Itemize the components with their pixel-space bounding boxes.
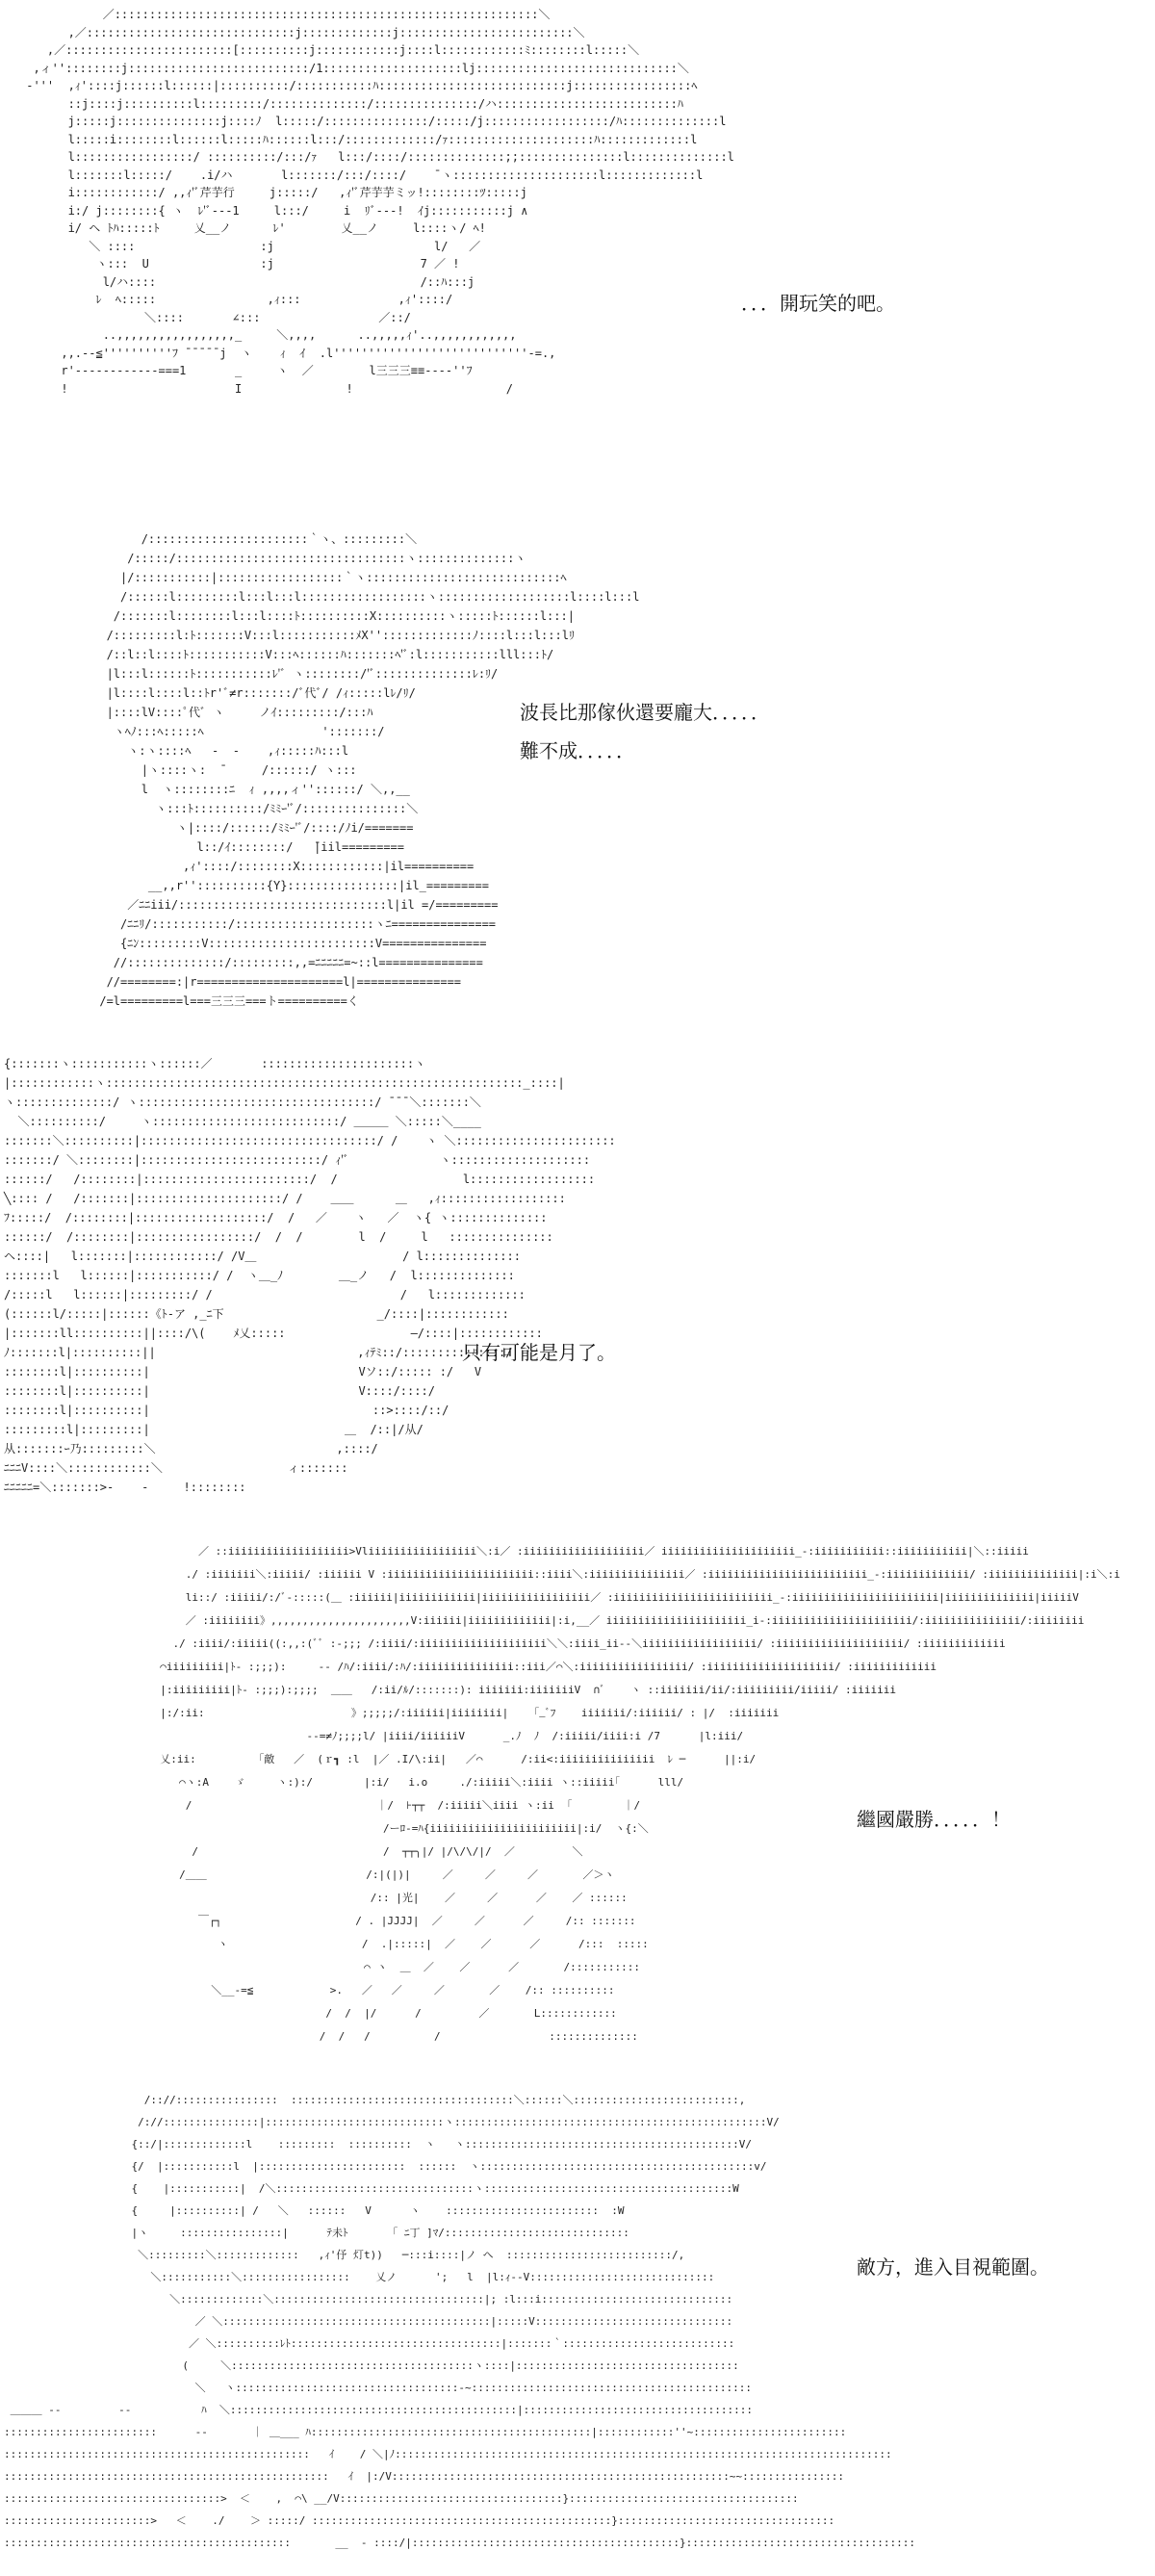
art-line: |ヽ ::::::::::::::::| ﾃ未ﾄ ｢ ﾆ丁 ]ﾏ/::::::::::::::::::::::::::::: [4, 2227, 629, 2239]
art-line: i/ ヘ ﾄﾊ:::::ﾄ 乂__ノ ﾚ' 乂__ノ l::::ヽ/ ﾍ! [19, 221, 486, 235]
art-line: / / ┬┬╮|/ |/\/\/|/ ／ ＼ [96, 1845, 583, 1858]
art-line: |l:::l::::::ﾄ:::::::::::ﾚ'ﾞ ヽ::::::::/'ﾞ::::::::::::::ﾚ:ﾘ/ [58, 667, 499, 681]
art-line: ヽ|::::/::::::/ﾐﾐｰ'ﾞ/::::/ﾉi/======= [58, 821, 414, 835]
art-line: ＿＿＿ ‐‐ ‐‐ ﾊ ＼:::::::::::::::::::::::::::::::::::::::::::::|:::::::::::::::::::::::::::::::::::: [4, 2404, 753, 2416]
art-line: ﾆﾆﾆV::::＼::::::::::::＼ ィ::::::: [4, 1461, 348, 1475]
art-line: ヽ::::::::::::::/ ヽ::::::::::::::::::::::::::::::::::/ ̄ ̄ ̄ ＼:::::::＼ [4, 1095, 481, 1109]
art-line: ヽ:ヽ::::ﾍ - ‐ ,ｨ:::::ﾊ:::l [58, 744, 349, 758]
art-line: /:::::l l::::::|:::::::::/ / / l::::::::::::: [4, 1288, 526, 1301]
art-line: ‐''' ,ｨ'::::j::::::l::::::|::::::::::/:::::::::::ﾊ:::::::::::::::::::::::::::j:::::::::::::::::ﾍ [19, 79, 698, 92]
art-line: ／ ＼::::::::::ﾚﾄ:::::::::::::::::::::::::::::::::|:::::::｀::::::::::::::::::::::::::: [4, 2337, 735, 2350]
art-line: / / |/ / ／ L:::::::::::: [96, 2007, 617, 2020]
art-line: {/ |:::::::::::l |::::::::::::::::::::::: :::::: ヽ:::::::::::::::::::::::::::::::::::::::::::v/ [4, 2160, 767, 2173]
art-line: l/ハ:::: /::ﾊ:::j [19, 274, 475, 289]
panel-2 [0, 525, 1155, 1030]
art-line: ﾆﾆﾆﾆﾆ=＼:::::::>‐ ‐ !:::::::: [4, 1481, 246, 1494]
art-line: { |::::::::::| / ＼ :::::: V ヽ :::::::::::::::::::::::: :W [4, 2204, 625, 2217]
art-line: ヘ::::| l:::::::|::::::::::::/ /V＿ / l:::::::::::::: [4, 1249, 521, 1263]
art-line: /:://:::::::::::::::: :::::::::::::::::::::::::::::::::::＼::::::＼::::::::::::::::::::::::::, [4, 2094, 746, 2106]
art-line: |ヽ::::ヽ: ̄ /::::::/ ヽ::: [58, 763, 357, 777]
art-line: ::::::::l|::::::::::| Vソ::/::::: :/ V [4, 1365, 482, 1378]
art-line: ,／::::::::::::::::::::::::[::::::::::j::::::::::::j::::l::::::::::::ﾐ::::::::l:::::＼ [19, 43, 640, 57]
art-line: ⌒ ヽ ＿ ／ ／ ／ /::::::::::: [96, 1961, 640, 1973]
art-line: ﾌ:::::/ /::::::::|:::::::::::::::::::/ / ／ ヽ ／ ヽ{ ヽ:::::::::::::: [4, 1211, 548, 1224]
art-line: ／ﾆﾆiii/::::::::::::::::::::::::::::::l|il =/========= [58, 898, 499, 912]
art-line: /::::::l:::::::::l:::l:::l::::::::::::::::::ヽ:::::::::::::::::::l::::l:::l [58, 590, 640, 604]
art-line: li::/ :iiiii/:/ﾞ‐:::::(＿ :iiiiii|iiiiiiiiiiii|iiiiiiiiiiiiiiiii／ :iiiiiiiiiiiiiiiiiiiiiiiii_-:iiiiiiiiiiiiiiiiiiiiiii|iiiiiiiiiiiiii|iiiiiV [96, 1591, 1079, 1604]
art-line: /:::::::::l:ﾄ:::::::V:::l:::::::::::ﾒX'':::::::::::::ﾉ::::l:::l:::lﾘ [58, 629, 575, 642]
art-line: ﾚ ﾍ::::: ,ｨ::: ,ｨ'::::/ [19, 293, 453, 306]
art-line: ::::::::l|::::::::::| ::>::::/::/ [4, 1404, 449, 1417]
art-line: l ヽ::::::::ﾆ ｨ ,,,,ィ''::::::/ ＼,,__ [58, 783, 410, 796]
art-line: ( ＼::::::::::::::::::::::::::::::::::::::ヽ::::|::::::::::::::::::::::::::::::::::: [4, 2359, 739, 2372]
art-line: ,／::::::::::::::::::::::::::::::j:::::::::::::j:::::::::::::::::::::::::＼ [19, 25, 585, 39]
art-line: ＼__-=≦ >. ／ ／ ／ ／ /:: :::::::::: [96, 1984, 615, 1996]
art-line: 乂:ii: 「敵 ／ (ｒ┓ :l |／ .I/\:ii| ／⌒ /:ii<:iiiiiiiiiiiiiii ﾚ ─ ||:i/ [96, 1753, 757, 1765]
art-line: ＼:::::::::::＼::::::::::::::::: 乂ノ '; l |l:ｨ‐‐V::::::::::::::::::::::::::::: [4, 2271, 715, 2283]
art-line: ＼:::: ∠::: ／::/ [19, 310, 411, 324]
art-line: / / / / :::::::::::::: [96, 2030, 638, 2043]
art-line: / ｜/ ⊦┬┬ /:iiiii＼iiii ヽ:ii ｢ ｜/ [96, 1799, 641, 1812]
art-line: ::::::::::::::::::::::::::::::::::::::::::::::::::: ｲ |:/V:::::::::::::::::::::::::::::::::::::::::::::::::::::~~:::::::::::::::: [4, 2470, 845, 2483]
panel-1 [0, 0, 1155, 501]
art-line: /ーﾛ‐=ﾊ{iiiiiiiiiiiiiiiiiiiiiii|:i/ ヽ{:＼ [96, 1822, 649, 1835]
art-line: ::::::/ /::::::::|:::::::::::::::::/ / / l / l ::::::::::::::: [4, 1230, 553, 1244]
ascii-art-panel-4 [96, 1540, 1120, 2048]
art-line: /://:::::::::::::::|::::::::::::::::::::::::::::ヽ:::::::::::::::::::::::::::::::::::::::::::::::::V/ [4, 2116, 780, 2128]
art-line: ..,,,,,,,,,,,,,,,,,_ ＼,,,, ..,,,,,ｨ'..,,,,,,,,,,,, [19, 328, 517, 342]
art-line: ヽﾍﾉ:::ﾍ:::::ﾍ ':::::::/ [58, 725, 385, 738]
art-line: |:iiiiiiiii|ﾄ‐ :;;;):;;;; ＿＿ /:ii/ﾙ/:::::::): iiiiiii:iiiiiiiV ∩ﾞ ヽ ::iiiiiii/ii/:iiiiiiiii/iiiii/ :iiiiiii [96, 1684, 896, 1696]
art-line: ::::::::::::::::::::::::::::::::::> ＜ , ⌒\ __/V:::::::::::::::::::::::::::::::::::}:::::::::::::::::::::::::::::::::::: [4, 2492, 799, 2505]
art-line: :::::::::::::::::::::::::::::::::::::::::::::::: ｲ / ＼|ﾉ:::::::::::::::::::::::::::::::::::::::::::::::::::::::::::::::::::::::::::::: [4, 2448, 892, 2460]
ascii-art-panel-2 [58, 529, 639, 1011]
art-line: ＼::::::::::/ ヽ:::::::::::::::::::::::::::/ ＿＿＿ ＼:::::＼____ [4, 1115, 481, 1128]
art-line: |l::::l::::l::ﾄr'ﾞ≠r:::::::/ﾞ代ﾞ/ /ｨ:::::lﾚ/ﾘ/ [58, 686, 416, 700]
art-line: |::::lV::::ﾟ代ﾞ ヽ ノｲ:::::::::/:::ﾊ [58, 706, 373, 719]
art-line: //========:|r=====================l|=============== [58, 975, 462, 989]
art-line: /=l=========l===三三三===ト==========く [58, 994, 359, 1008]
ascii-art-panel-1 [19, 6, 734, 398]
art-line: {:::::::ヽ:::::::::::ヽ::::::／ ::::::::::::::::::::::ヽ [4, 1057, 426, 1070]
art-line: :::::::l l::::::|:::::::::::/ / ヽ＿_ﾉ ＿_ノ / l:::::::::::::: [4, 1269, 515, 1282]
art-line: :::::::/ ＼::::::::|::::::::::::::::::::::::::/ ｨ'ﾞ ヽ:::::::::::::::::::: [4, 1153, 591, 1167]
art-line: ! I ! / [19, 381, 513, 396]
art-line: ./ :iiiiiii＼:iiiii/ :iiiiii V :iiiiiiiiiiiiiiiiiiiiiii::iiii＼:iiiiiiiiiiiiiii／ :iiiiiiiiiiiiiiiiiiiiiiiii_-:iiiiiiiiiiiii/ :iiiiiiiiiiiiii|:i＼:i [96, 1568, 1120, 1581]
art-line: ヽ:::ﾄ::::::::::/ﾐﾐｰ'ﾞ/:::::::::::::::＼ [58, 802, 419, 815]
art-line: ＼ :::: :j l/ ／ [19, 239, 481, 253]
art-line: ＼ ヽ:::::::::::::::::::::::::::::::::::‐~:::::::::::::::::::::::::::::::::::::::::::: [4, 2382, 752, 2394]
art-line: r'------------===1 _ ヽ ／ l三三三≡≡---‐''ﾌ [19, 364, 473, 377]
art-line: :::::::::::::::::::::::: ‐‐ ｜ ＿___ ﾊ::::::::::::::::::::::::::::::::::::::::::::|::::::::::::''~:::::::::::::::::::::::: [4, 2426, 847, 2438]
art-line: l::/ｲ::::::::/ ̄|iil========= [58, 840, 405, 854]
art-line: l:::::::l:::::/ .i/ハ l:::::::/:::/::::/ ̄ ヽ:::::::::::::::::::::l:::::::::::::l [19, 167, 704, 182]
art-line: {ﾆﾝ:::::::::V::::::::::::::::::::::::V=============== [58, 937, 487, 950]
art-line: ╲:::: / /:::::::|:::::::::::::::::::::/ / ＿＿ ＿ ,ｨ:::::::::::::::::: [4, 1192, 566, 1205]
art-line: /:::::::l::::::::l:::l::::ﾄ::::::::::X::::::::::ヽ:::::ﾄ::::::l:::| [58, 609, 575, 623]
art-line: ⌒ヽ:A ゞ ヽ:):/ |:i/ i.o ./:iiiii＼:iiii ヽ::iiiii｢ lll/ [96, 1776, 684, 1789]
art-line: /:::::::::::::::::::::::｀ヽ、:::::::::＼ [58, 532, 418, 546]
art-line: |::::::::::::ヽ::::::::::::::::::::::::::::::::::::::::::::::::::::::::::::_::::| [4, 1076, 565, 1090]
art-line: ::::::::l|::::::::::| V::::/::::/ [4, 1384, 435, 1398]
art-line: ＼:::::::::＼::::::::::::: ,ｨ'伃 灯t)) ─:::i::::|ノ ヘ ::::::::::::::::::::::::::/, [4, 2249, 685, 2261]
art-line: /ﾆﾆﾘ/:::::::::::/::::::::::::::::::::ヽﾆ=============== [58, 917, 497, 931]
art-line: ヽ / .|:::::| ／ ／ ／ /::: ::::: [96, 1938, 649, 1950]
art-line: ⌒iiiiiiiii|ﾄ‐ :;;;): -‐ /ﾊ/:iiii/:ﾊ/:iiiiiiiiiiiiiii::iii／⌒＼:iiiiiiiiiiiiiiiii/ :iiiiiiiiiiiiiiiiiiii/ :iiiiiiiiiiiii [96, 1661, 937, 1673]
panel-5 [0, 2089, 1155, 2570]
panel-3 [0, 1054, 1155, 1516]
ascii-art-panel-3 [4, 1054, 616, 1497]
art-line: ,,.--≦''''''''''ﾌ ̄ ̄ ̄ ̄ ̄ j ヽ ｨ ｲ .l''''''''''''''''''''''''''''-=., [19, 346, 556, 360]
art-line: i::::::::::::/ ,,ｨ'ﾞ芹芋行 j:::::/ ,ｨ'ﾞ芹芋芋ミッ!::::::::ﾂ:::::j [19, 186, 527, 199]
art-line: /:: |光| ／ ／ ／ ／ :::::: [96, 1892, 628, 1904]
art-line: ／:::::::::::::::::::::::::::::::::::::::::::::::::::::::::::::＼ [19, 8, 551, 21]
art-line: /::l::l::::ﾄ:::::::::::V:::ﾍ::::::ﾊ:::::::ﾍ'ﾞ:l:::::::::::lll:::ﾄ/ [58, 648, 554, 661]
art-line: ／ ＼::::::::::::::::::::::::::::::::::::::::::|:::::V::::::::::::::::::::::::::::::: [4, 2315, 733, 2328]
art-line: ::::::::::::::::::::::::::::::::::::::::::::: __ ‐ ::::/|::::::::::::::::::::::::::::::::::::::::::}:::::::::::::::::::::::::::::::::::: [4, 2537, 916, 2549]
art-line: :::::::::l|:::::::::| ＿ /::|/从/ [4, 1423, 424, 1436]
art-line: ::::::/ /::::::::|::::::::::::::::::::::::/ / l:::::::::::::::::: [4, 1172, 596, 1186]
art-line: ‐‐=≠ﾉ;;;;l/ |iiii/iiiiiiV _.ﾉ ﾉ /:iiiii/iiii:i /7 |l:iii/ [96, 1730, 744, 1742]
art-line: i:/ j::::::::{ ヽ ﾚ'ﾞ---1 l:::/ i ﾘﾞ---! ｲj:::::::::::j ∧ [19, 203, 528, 218]
art-line: (::::::l/:::::|::::::《ﾄ‐ア ,_ﾆ下 _/::::|:::::::::::: [4, 1307, 509, 1321]
caption-panel-4: 繼國嚴勝．．．．．！ [857, 1808, 1011, 1831]
caption-panel-1: ．．．開玩笑的吧。 [741, 292, 895, 315]
art-line: l:::::::::::::::::/ ::::::::::/:::/ｧ l:::/::::/::::::::::::::;;:::::::::::::::l::::::::::::::l [19, 150, 734, 164]
caption-panel-3: 只有可能是月了。 [462, 1341, 616, 1364]
art-line: :::::::::::::::::::::::> ＜ ./ ＞ :::::/ :::::::::::::::::::::::::::::::::::::::::::::::}:::::::::::::::::::::::::::::::::: [4, 2514, 835, 2527]
art-line: /＿＿ /:|(|)| ／ ／ ／ ／＞ヽ [96, 1868, 615, 1881]
art-line: __,,r''::::::::::{Y}::::::::::::::::|il_========= [58, 879, 489, 892]
art-line: :::::::＼::::::::::|::::::::::::::::::::::::::::::::::/ / ヽ ＼::::::::::::::::::::::: [4, 1134, 616, 1147]
art-line: ／ ::iiiiiiiiiiiiiiiiiii>Vliiiiiiiiiiiiiiiii＼:i／ :iiiiiiiiiiiiiiiiiii／ iiiiiiiiiiiiiiiiiiiii_-:iiiiiiiiiii::iiiiiiiiiii|＼::iiiii [96, 1545, 1029, 1558]
art-line: //::::::::::::::/:::::::::,,=ﾆﾆﾆﾆﾆ=~::l=============== [58, 956, 483, 969]
art-line: ﾉ:::::::l|::::::::::|| ,ｨﾃﾐ::/::::::::::ﾊ::::/ [4, 1346, 513, 1359]
art-line: |:/:ii: 》;;;;;/:iiiiii|iiiiiiii| ｢_ﾞﾌ iiiiiii/:iiiiii/ : |/ :iiiiiii [96, 1707, 780, 1719]
art-line: ::j::::j::::::::::l:::::::::/::::::::::::::/:::::::::::::::/ハ::::::::::::::::::::::::::ﾊ [19, 96, 683, 111]
art-line: 从:::::::ｰ乃:::::::::＼ ,::::/ [4, 1442, 378, 1455]
caption-panel-2: 波長比那傢伙還要龐大．．．．． [520, 701, 770, 724]
art-line: ,ィ''::::::::j::::::::::::::::::::::::::/1::::::::::::::::::::lj:::::::::::::::::::::::::::::＼ [19, 61, 689, 75]
caption-panel-2-line-2: 難不成．．．．． [520, 739, 635, 762]
art-line: {::/|:::::::::::::l ::::::::: :::::::::: ヽ ヽ:::::::::::::::::::::::::::::::::::::::::::V/ [4, 2138, 752, 2151]
art-line: ./ :iiii/:iiiii((:,,:(ﾞﾞ :-;;; /:iiii/:iiiiiiiiiiiiiiiiiiii＼＼:iiii_ii‐‐＼iiiiiiiiiiiiiiiiii/ :iiiiiiiiiiiiiiiiiiii/ :iiiiiiiiiiiii [96, 1637, 1006, 1650]
art-line: /:::::/:::::::::::::::::::::::::::::::::ヽ::::::::::::::ヽ [58, 552, 526, 565]
art-line: ／ :iiiiiiii》,,,,,,,,,,,,,,,,,,,,,,V:iiiiii|iiiiiiiiiiiii|:i,__／ iiiiiiiiiiiiiiiiiiiiii_i‐:iiiiiiiiiiiiiiiiiiiiii/:iiiiiiiiiiiiiii/:iiiiiiii [96, 1614, 1085, 1627]
art-line: ＼:::::::::::::＼:::::::::::::::::::::::::::::::::|; :l:::i:::::::::::::::::::::::::::::: [4, 2293, 733, 2306]
art-line: |:::::::ll::::::::::||::::/\( ﾒ乂::::: ―/::::|:::::::::::: [4, 1327, 543, 1340]
panel-4 [0, 1540, 1155, 2060]
art-line: ,ｨ'::::/::::::::X::::::::::::|il========== [58, 860, 475, 873]
caption-panel-5: 敵方，進入目視範圍。 [857, 2255, 1049, 2279]
art-line: l:::::i::::::::l::::::l:::::ﾊ::::::l:::/:::::::::::::/ｧ:::::::::::::::::::::ﾊ:::::::::::::l [19, 132, 698, 146]
art-line: ￣┌┐ / . |JJJJ| ／ ／ ／ /:: ::::::: [96, 1915, 636, 1927]
ascii-art-panel-5 [4, 2089, 915, 2554]
art-line: ヽ::: U :j 7 ／ ! [19, 257, 460, 270]
art-line: j:::::j:::::::::::::::j::::ﾉ l:::::/:::::::::::::::/:::::/j::::::::::::::::::/ﾊ::::::::::::::l [19, 115, 727, 128]
art-line: |/:::::::::::|::::::::::::::::::｀ヽ::::::::::::::::::::::::::::ﾍ [58, 571, 567, 584]
art-line: { |:::::::::::| /＼:::::::::::::::::::::::::::::::ヽ:::::::::::::::::::::::::::::::::::::::W [4, 2182, 739, 2195]
